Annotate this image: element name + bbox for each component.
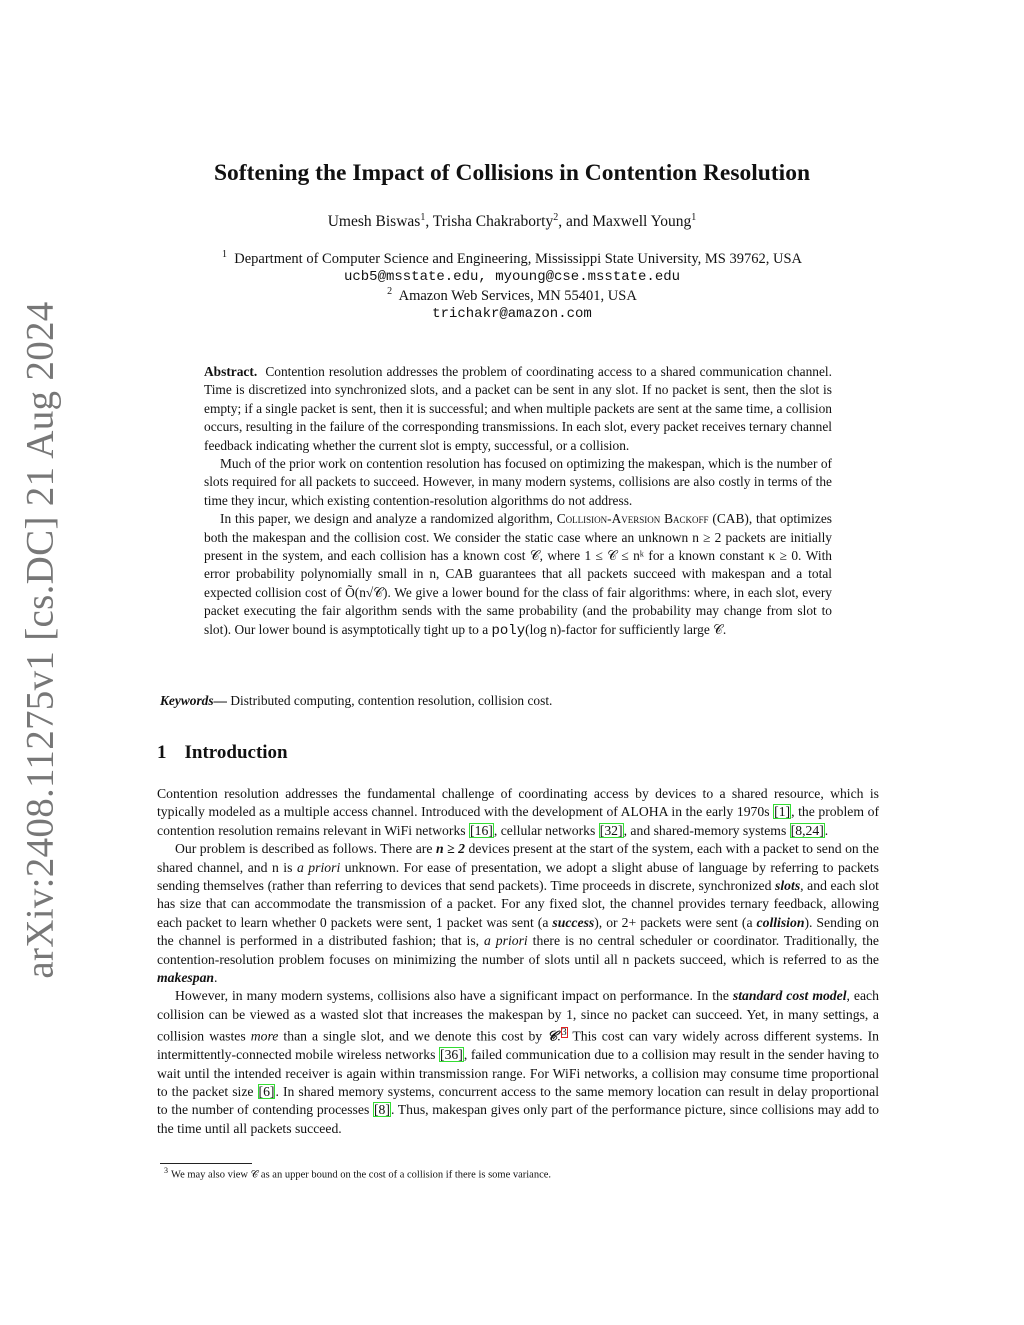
section-title: Introduction — [184, 742, 288, 763]
text-run: , each collision can be viewed as a wasted slot that increases the makespan by 1, since no packet can succeed. Yet, in many settings, a collision wastes — [157, 988, 879, 1044]
abstract — [204, 363, 832, 640]
body-paragraph — [157, 785, 879, 840]
citation-link[interactable]: [8] — [373, 1102, 390, 1118]
text-run: . — [824, 822, 829, 838]
keywords — [160, 693, 552, 709]
abstract-text: (CAB), that optimizes both the makespan and the collision cost. We consider the static case where an unknown n ≥ 2 packets are initially present in the system, and each collision has a known cost 𝒞, where 1 ≤ 𝒞 ≤ nᵏ for a known constant κ ≥ 0. With error probability polynomially small in n, CAB guarantees that all packets succeed with makespan and a total expected collision cost of Õ(n√𝒞). We give a lower bound for the class of fair algorithms: where, in each slot, every packet executing the fair algorithm sends with the same probability (and the probability may change from slot to slot). Our lower bound is asymptotically tight up to a — [204, 511, 832, 637]
abstract-paragraph — [204, 363, 832, 455]
introduction-body — [157, 785, 879, 1138]
citation-link[interactable]: [1] — [774, 804, 791, 820]
affiliation-text: Amazon Web Services, MN 55401, USA — [398, 287, 637, 304]
author-name: Maxwell Young — [592, 213, 692, 231]
abstract-text: In this paper, we design and analyze a randomized algorithm, — [220, 511, 557, 527]
footnote-mark: 3 — [164, 1166, 168, 1175]
footnote — [164, 1166, 551, 1182]
defined-term: success — [552, 914, 595, 930]
text-run: devices present at the start of the system, each with a packet to send on the shared channel, and n is — [157, 841, 880, 875]
abstract-text: (log n)-factor for sufficiently large 𝒞. — [525, 621, 727, 637]
citation-link[interactable]: [6] — [258, 1084, 275, 1100]
author-affil-mark: 2 — [553, 212, 559, 223]
abstract-paragraph: Much of the prior work on contention resolution has focused on optimizing the makespan, which is the number of slots required for all packets to succeed. However, in many modern systems, collisions are also costly in terms of the time they incur, which existing contention-resolution algorithms do not address. — [204, 456, 832, 508]
text-run: , and each slot has size that can accommodate the transmission of a packet. For any fixed slot, the channel provides ternary feedback, allowing each packet to learn whether 0 packets were sent, 1 packet was sent (a — [157, 878, 879, 930]
citation-link[interactable]: [36] — [440, 1047, 463, 1063]
text-run: ). Sending on the channel is performed in a distributed fashion; that is, — [157, 914, 879, 949]
text-run: than a single slot, and we denote this cost by — [278, 1028, 548, 1044]
math-term: n ≥ 2 — [435, 841, 465, 857]
affiliation-text: Department of Computer Science and Engineering, Mississippi State University, MS 39762, USA — [234, 250, 802, 267]
citation-link[interactable]: [8,24] — [790, 822, 824, 838]
paper-title: Softening the Impact of Collisions in Contention Resolution — [213, 160, 811, 186]
footnote-divider — [160, 1163, 252, 1164]
text-run: . Thus, makespan gives only part of the performance picture, since collisions may add to the time until all packets succeed. — [157, 1102, 879, 1136]
text-run: . In shared memory systems, concurrent access to the same memory location can result in delay proportional to the number of contending processes — [157, 1084, 879, 1118]
section-number: 1 — [157, 742, 167, 763]
author-name: Trisha Chakraborty — [432, 213, 554, 231]
defined-term: makespan — [157, 970, 215, 986]
text-run: there is no central scheduler or coordinator. Traditionally, the contention-resolution problem focuses on minimizing the number of slots until all n packets succeed, which is referred to as the — [157, 933, 879, 967]
affil-mark: 2 — [387, 286, 393, 297]
text-run: unknown. For ease of presentation, we adopt a slight abuse of language by referring to packets sending themselves (rather than referring to devices that send packets). Time proceeds in discrete, synchronized — [157, 859, 879, 894]
author-separator: , — [425, 213, 433, 231]
emphasis: a priori — [484, 933, 528, 949]
text-run: Contention resolution addresses the fundamental challenge of coordinating access by devices to a shared resource, which is typically modeled as a multiple access channel. Introduced with the development of ALOHA in the early 1970s — [157, 786, 879, 820]
citation-link[interactable]: [16] — [470, 822, 493, 838]
abstract-label: Abstract. — [204, 364, 258, 379]
author-name: Umesh Biswas — [327, 213, 421, 231]
text-run: However, in many modern systems, collisions also have a significant impact on performance. In the — [175, 988, 733, 1004]
citation-link[interactable]: [32] — [599, 822, 623, 838]
keywords-text: Distributed computing, contention resolution, collision cost. — [226, 693, 553, 708]
author-list — [0, 212, 1024, 231]
text-run: . — [214, 970, 218, 986]
poly-term: poly — [491, 622, 526, 639]
arxiv-identifier: arXiv:2408.11275v1 [cs.DC] 21 Aug 2024 — [18, 301, 62, 979]
abstract-paragraph — [204, 510, 832, 640]
algorithm-name: Collision-Aversion Backoff — [556, 511, 709, 527]
affiliation-2-email: trichakr@amazon.com — [432, 306, 592, 322]
emphasis: more — [250, 1028, 279, 1044]
abstract-text: Contention resolution addresses the problem of coordinating access to a shared communication channel. Time is discretized into synchronized slots, and a packet can be sent in any slot. If no packet is sent, then the slot is empty; if a single packet is sent, then it is successful; and when multiple packets are sent at the same time, a collision occurs, resulting in the failure of the corresponding transmissions. In each slot, every packet receives ternary channel feedback indicating whether the current slot is empty, successful, or a collision. — [204, 364, 832, 453]
text-run: ), or 2+ packets were sent (a — [594, 914, 757, 930]
text-run: , failed communication due to a collision may result in the sender having to wait until the intended receiver is again within transmission range. For WiFi networks, a collision may consume time proportional to the packet size — [157, 1047, 879, 1100]
author-affil-mark: 1 — [420, 212, 426, 223]
text-run: , the problem of contention resolution remains relevant in WiFi networks — [157, 804, 880, 838]
body-paragraph — [157, 840, 879, 987]
math-term: 𝒞 — [547, 1028, 558, 1044]
emphasis: a priori — [296, 859, 341, 875]
text-run: This cost can vary widely across different systems. In intermittently-connected mobile wireless networks — [157, 1028, 879, 1063]
text-run: , and shared-memory systems — [623, 822, 790, 838]
footnote-text: We may also view 𝒞 as an upper bound on the cost of a collision if there is some variance. — [171, 1169, 552, 1181]
body-paragraph: However, in many modern systems, collisions also have a significant impact on performance. In the standard cost model, each collision can be viewed as a wasted slot that increases the makespan by 1, since no packet can succeed. Yet, in many settings, a collision wastes more than a single slot, and we denote this cost by 𝒞.$^3$ This cost can vary widely across different systems. In intermittently-connected mobile wireless networks [36], failed communication due to a collision may result in the sender having to wait until the intended receiver is again within transmission range. For WiFi networks, a collision may consume time proportional to the packet size [6]. In shared memory systems, concurrent access to the same memory location can result in delay proportional to the number of contending processes [8]. Thus, makespan gives only part of the performance picture, since collisions may add to the time until all packets succeed. — [157, 988, 879, 1136]
defined-term: slots — [775, 878, 801, 894]
author-separator: , and — [558, 213, 593, 231]
affil-mark: 1 — [222, 249, 228, 260]
author-affil-mark: 1 — [691, 212, 697, 223]
defined-term: collision — [756, 914, 805, 930]
footnote-link[interactable]: 3 — [561, 1027, 567, 1039]
section-heading — [157, 742, 288, 764]
affiliation-1-emails: ucb5@msstate.edu, myoung@cse.msstate.edu — [343, 269, 681, 285]
affiliation-1 — [0, 249, 1024, 268]
keywords-label: Keywords— — [160, 693, 227, 708]
affiliation-2 — [0, 286, 1024, 305]
text-run: , cellular networks — [493, 822, 599, 838]
text-run: Our problem is described as follows. There are — [175, 841, 436, 857]
defined-term: standard cost model — [732, 988, 847, 1004]
